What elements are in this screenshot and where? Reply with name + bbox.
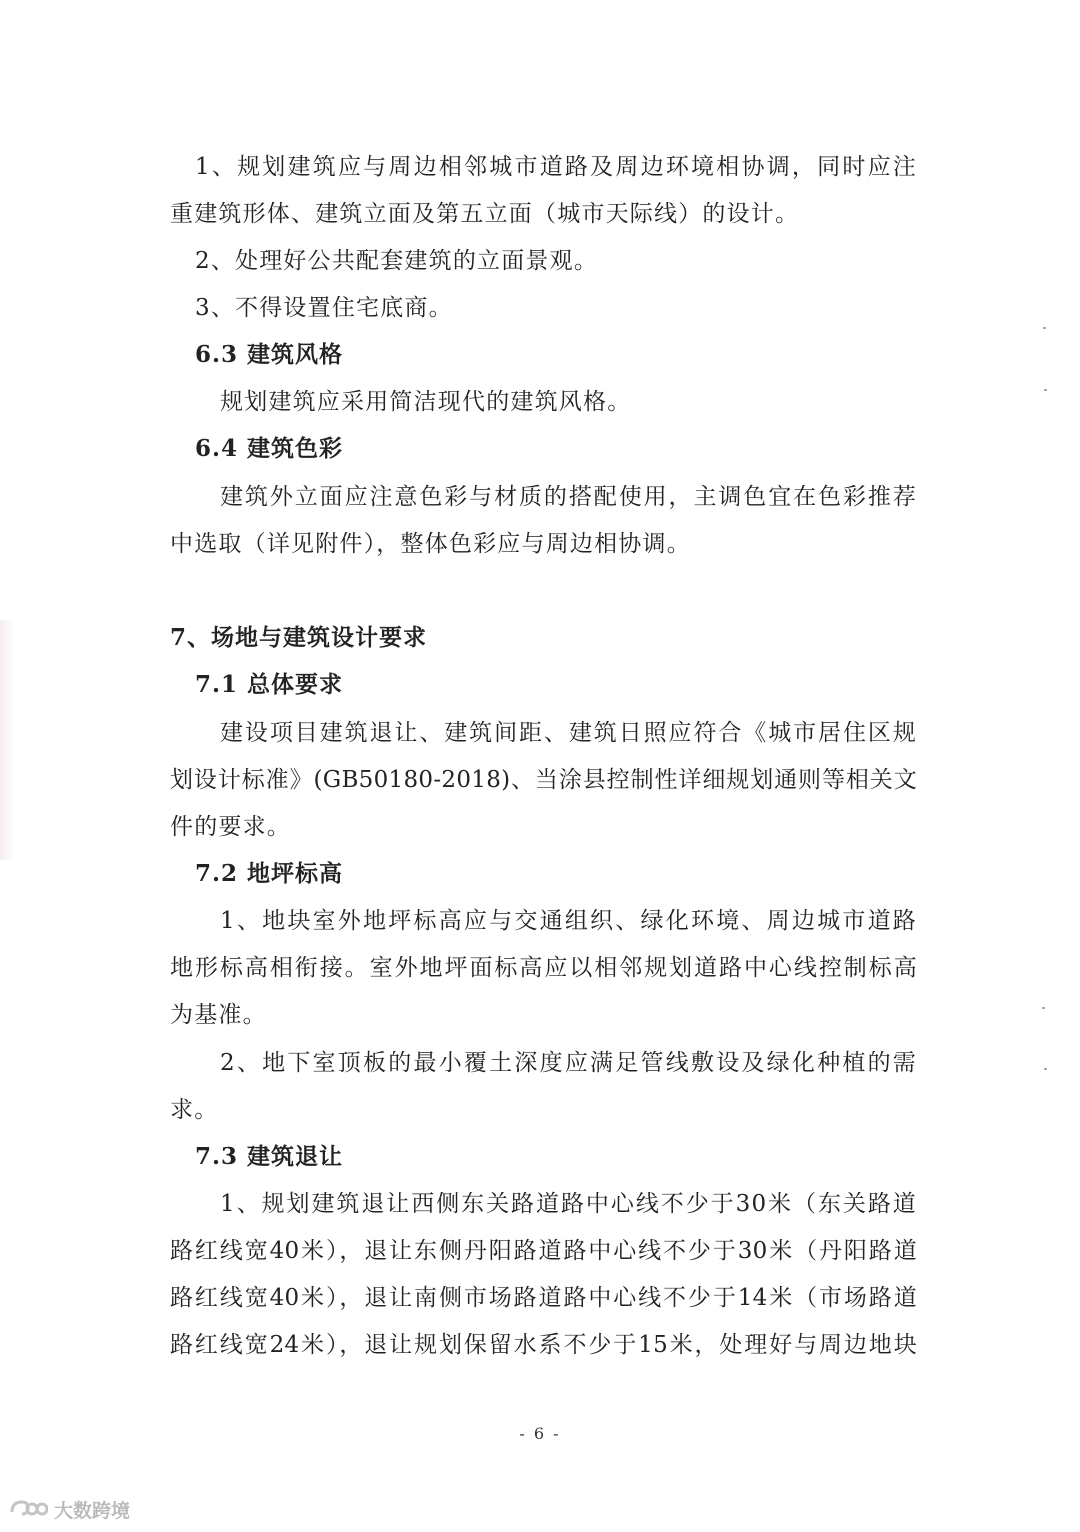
watermark-text: 大数跨境 — [54, 1500, 131, 1522]
heading-6-4: 6.4 建筑色彩 — [195, 435, 344, 462]
paragraph-6-2-item-1-line-1: 1、规划建筑应与周边相邻城市道路及周边环境相协调，同时应注 — [195, 154, 917, 180]
scan-edge-shadow — [0, 620, 14, 860]
paragraph-7-3-item-1-line-4: 路红线宽24米），退让规划保留水系不少于15米，处理好与周边地块 — [170, 1332, 917, 1358]
scan-speck — [1044, 389, 1047, 391]
page-number: - 6 - — [519, 1424, 561, 1443]
watermark-logo-icon — [8, 1498, 48, 1520]
scan-speck — [1044, 1068, 1047, 1070]
watermark — [8, 1494, 130, 1524]
paragraph-6-4-line-1: 建筑外立面应注意色彩与材质的搭配使用，主调色宜在色彩推荐 — [220, 484, 917, 510]
heading-6-3: 6.3 建筑风格 — [195, 341, 344, 368]
paragraph-6-4-line-2: 中选取（详见附件），整体色彩应与周边相协调。 — [170, 531, 691, 557]
paragraph-7-2-item-2-line-2: 求。 — [170, 1097, 219, 1123]
paragraph-7-3-item-1-line-1: 1、规划建筑退让西侧东关路道路中心线不少于30米（东关路道 — [220, 1191, 917, 1217]
paragraph-7-1-line-3: 件的要求。 — [170, 814, 291, 840]
paragraph-6-2-item-1-line-2: 重建筑形体、建筑立面及第五立面（城市天际线）的设计。 — [170, 201, 800, 227]
paragraph-6-3: 规划建筑应采用简洁现代的建筑风格。 — [220, 389, 632, 415]
paragraph-6-2-item-2: 2、处理好公共配套建筑的立面景观。 — [195, 248, 599, 274]
paragraph-7-1-line-2: 划设计标准》(GB50180-2018)、当涂县控制性详细规划通则等相关文 — [170, 767, 917, 793]
paragraph-7-2-item-1-line-2: 地形标高相衔接。室外地坪面标高应以相邻规划道路中心线控制标高 — [170, 955, 917, 981]
heading-7-3: 7.3 建筑退让 — [195, 1143, 344, 1170]
scan-speck — [1042, 1007, 1045, 1009]
paragraph-7-2-item-1-line-3: 为基准。 — [170, 1002, 267, 1028]
heading-7-2: 7.2 地坪标高 — [195, 860, 344, 887]
paragraph-7-3-item-1-line-3: 路红线宽40米），退让南侧市场路道路中心线不少于14米（市场路道 — [170, 1285, 917, 1311]
paragraph-6-2-item-3: 3、不得设置住宅底商。 — [195, 295, 453, 321]
paragraph-7-1-line-1: 建设项目建筑退让、建筑间距、建筑日照应符合《城市居住区规 — [220, 720, 917, 746]
heading-7-1: 7.1 总体要求 — [195, 671, 344, 698]
scan-speck — [1043, 327, 1046, 329]
heading-7: 7、场地与建筑设计要求 — [170, 624, 428, 651]
paragraph-7-2-item-2-line-1: 2、地下室顶板的最小覆土深度应满足管线敷设及绿化种植的需 — [220, 1050, 917, 1076]
paragraph-7-3-item-1-line-2: 路红线宽40米），退让东侧丹阳路道路中心线不少于30米（丹阳路道 — [170, 1238, 917, 1264]
paragraph-7-2-item-1-line-1: 1、地块室外地坪标高应与交通组织、绿化环境、周边城市道路 — [220, 908, 917, 934]
